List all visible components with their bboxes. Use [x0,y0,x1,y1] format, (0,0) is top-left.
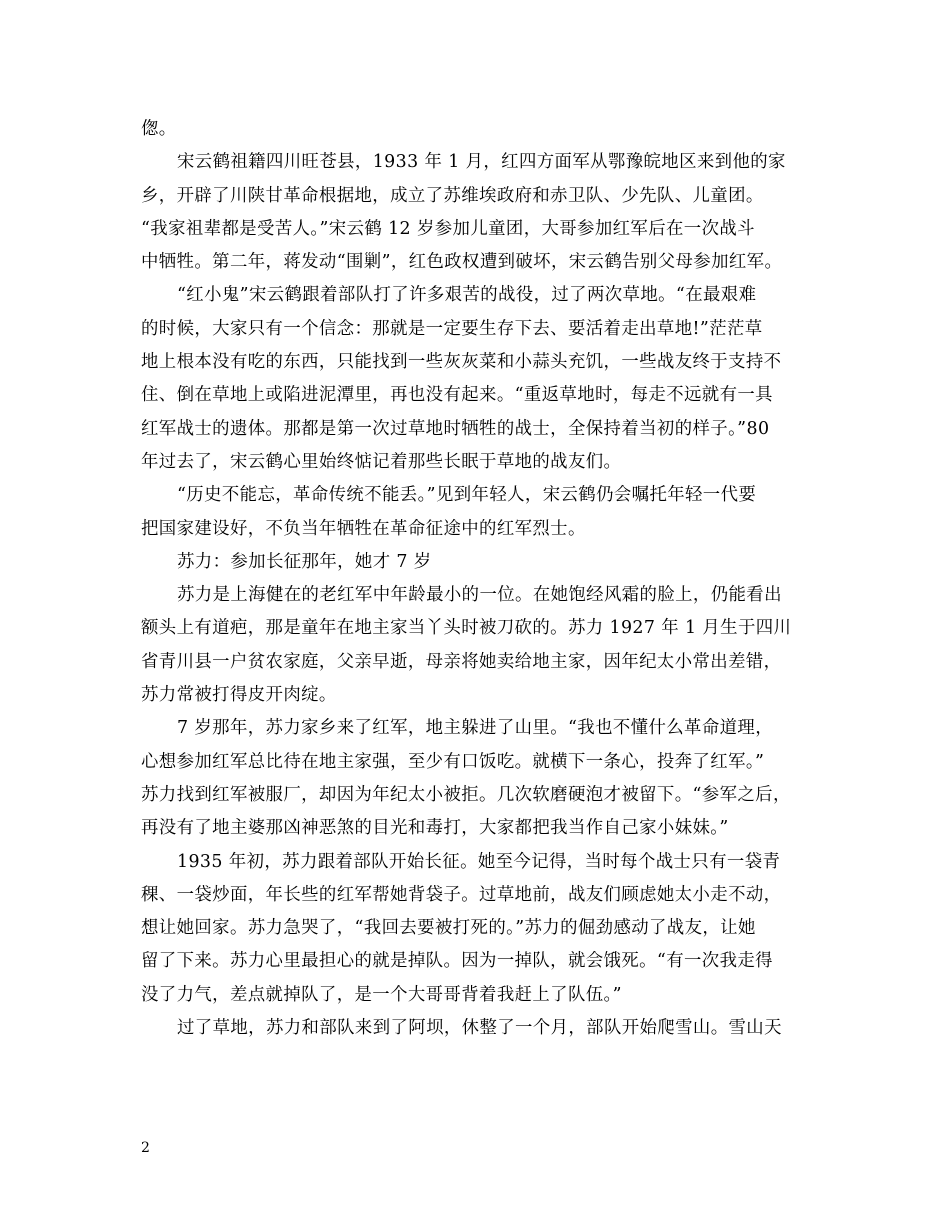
text-line: 宋云鹤祖籍四川旺苍县，1933 年 1 月，红四方面军从鄂豫皖地区来到他的家 [177,152,786,173]
page-number: 2 [141,1140,150,1156]
text-line: 偬。 [141,119,177,139]
text-line: 留了下来。苏力心里最担心的就是掉队。因为一掉队，就会饿死。“有一次我走得 [141,951,773,972]
text-line: 把国家建设好，不负当年牺牲在革命征途中的红军烈士。 [141,518,586,539]
section-heading: 苏力：参加长征那年，她才 7 岁 [177,551,432,572]
text-line: “历史不能忘，革命传统不能丢。”见到年轻人，宋云鹤仍会嘱托年轻一代要 [177,485,757,506]
text-line: 过了草地，苏力和部队来到了阿坝，休整了一个月，部队开始爬雪山。雪山天 [177,1018,782,1039]
text-line: 住、倒在草地上或陷进泥潭里，再也没有起来。“重返草地时，每走不远就有一具 [141,385,773,406]
text-line: 红军战士的遗体。那都是第一次过草地时牺牲的战士，全保持着当初的样子。”80 [141,418,770,439]
text-line: “红小鬼”宋云鹤跟着部队打了许多艰苦的战役，过了两次草地。“在最艰难 [177,285,757,306]
text-line: 额头上有道疤，那是童年在地主家当丫头时被刀砍的。苏力 1927 年 1 月生于四川 [141,618,792,639]
text-line: 地上根本没有吃的东西，只能找到一些灰灰菜和小蒜头充饥，一些战友终于支持不 [141,352,782,373]
text-line: 7 岁那年，苏力家乡来了红军，地主躲进了山里。“我也不懂什么革命道理， [177,718,773,739]
text-line: 心想参加红军总比待在地主家强，至少有口饭吃。就横下一条心，投奔了红军。” [141,751,765,772]
text-line: 省青川县一户贫农家庭，父亲早逝，母亲将她卖给地主家，因年纪太小常出差错， [141,651,782,672]
text-line: 想让她回家。苏力急哭了，“我回去要被打死的。”苏力的倔劲感动了战友，让她 [141,918,756,939]
text-line: 苏力是上海健在的老红军中年龄最小的一位。在她饱经风霜的脸上，仍能看出 [177,585,782,606]
text-line: 稞、一袋炒面，年长些的红军帮她背袋子。过草地前，战友们顾虑她太小走不动， [141,884,782,905]
text-line: 年过去了，宋云鹤心里始终惦记着那些长眠于草地的战友们。 [141,451,622,472]
text-line: 没了力气，差点就掉队了，是一个大哥哥背着我赶上了队伍。” [141,984,622,1005]
text-line: 乡，开辟了川陕甘革命根据地，成立了苏维埃政府和赤卫队、少先队、儿童团。 [141,185,764,206]
text-line: 苏力找到红军被服厂，却因为年纪太小被拒。几次软磨硬泡才被留下。“参军之后， [141,784,791,805]
text-line: “我家祖辈都是受苦人。”宋云鹤 12 岁参加儿童团，大哥参加红军后在一次战斗 [141,218,755,239]
text-line: 的时候，大家只有一个信念：那就是一定要生存下去、要活着走出草地!”茫茫草 [141,318,763,339]
text-line: 苏力常被打得皮开肉绽。 [141,685,337,706]
text-line: 再没有了地主婆那凶神恶煞的目光和毒打，大家都把我当作自己家小妹妹。” [141,818,729,839]
text-line: 中牺牲。第二年，蒋发动“围剿”，红色政权遭到破坏，宋云鹤告别父母参加红军。 [141,252,783,273]
text-line: 1935 年初，苏力跟着部队开始长征。她至今记得，当时每个战士只有一袋青 [177,851,781,872]
body-text [141,113,831,1045]
